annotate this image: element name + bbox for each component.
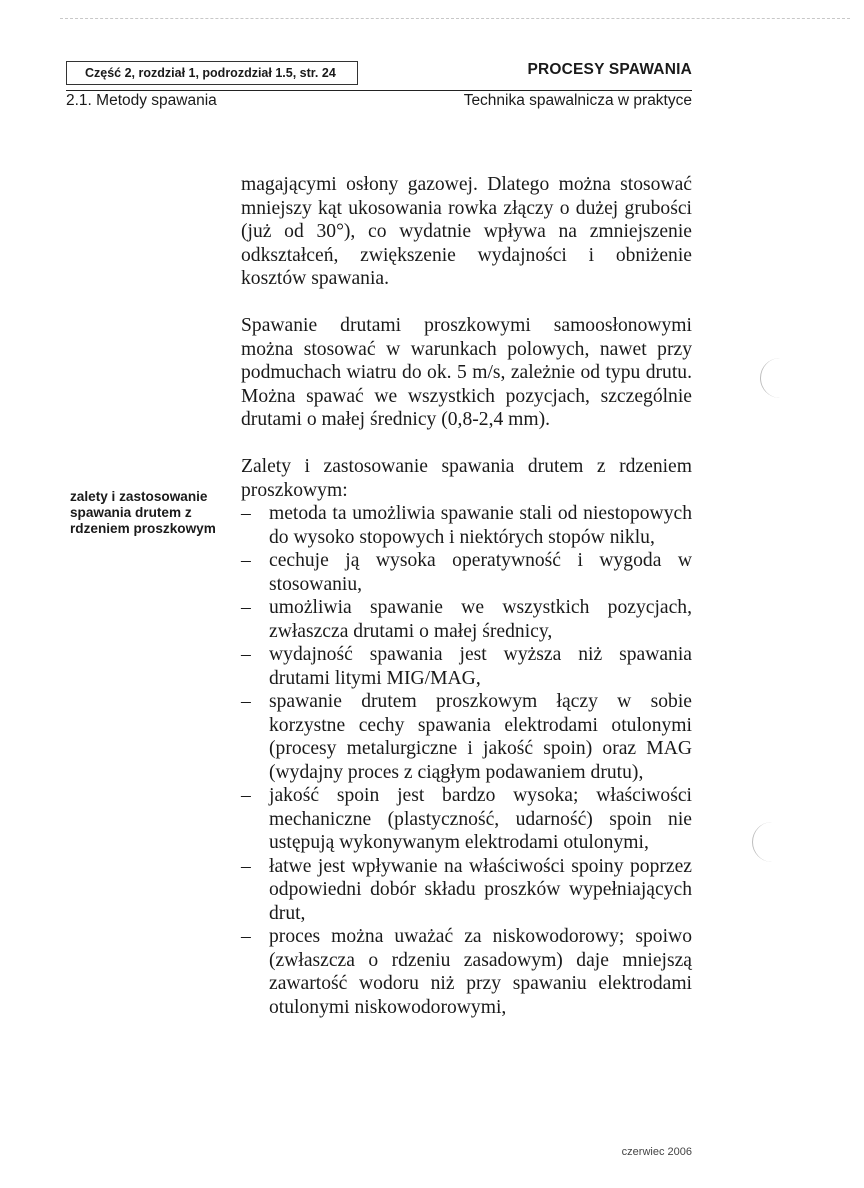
publication-title: Technika spawalnicza w praktyce bbox=[463, 92, 692, 109]
list-item bbox=[241, 502, 692, 549]
list-item bbox=[241, 596, 692, 643]
scan-edge-line bbox=[60, 18, 850, 19]
paragraph: Spawanie drutami proszkowymi samoosłonowymi można stosować w warunkach polowych, nawet przy podmuchach wiatru do ok. 5 m/s, zależnie od typu drutu. Można spawać we wszystkich pozycjach, szczególnie drutami o małej średnicy (0,8-2,4 mm). bbox=[241, 315, 692, 430]
list-item-text: cechuje ją wysoka operatywność i wygoda w stosowaniu, bbox=[269, 550, 692, 595]
dash-marker: – bbox=[241, 926, 251, 947]
body-text bbox=[241, 173, 692, 1019]
list-item bbox=[241, 549, 692, 596]
list-item-text: spawanie drutem proszkowym łączy w sobie korzystne cechy spawania elektrodami otulonymi (procesy metalurgiczne i jakość spoin) oraz MAG (wydajny proces z ciągłym podawaniem drutu), bbox=[269, 691, 692, 783]
dash-marker: – bbox=[241, 503, 251, 524]
list-item bbox=[241, 784, 692, 855]
chapter-reference-box: Część 2, rozdział 1, podrozdział 1.5, str. 24 bbox=[66, 61, 358, 85]
binder-hole-mark bbox=[760, 358, 783, 398]
list-item bbox=[241, 643, 692, 690]
dash-marker: – bbox=[241, 597, 251, 618]
list-item-text: jakość spoin jest bardzo wysoka; właściwości mechaniczne (plastyczność, udarność) spoin nie ustępują wykonywanym elektrodami otulonymi, bbox=[269, 785, 692, 853]
running-title: PROCESY SPAWANIA bbox=[527, 61, 692, 78]
list-item-text: łatwe jest wpływanie na właściwości spoiny poprzez odpowiedni dobór składu proszków wypełniających drut, bbox=[269, 855, 692, 924]
list-item bbox=[241, 925, 692, 1019]
dash-marker: – bbox=[241, 550, 251, 571]
binder-hole-mark bbox=[752, 822, 775, 862]
list-item bbox=[241, 690, 692, 784]
dash-marker: – bbox=[241, 785, 251, 806]
dash-marker: – bbox=[241, 855, 251, 877]
list-item bbox=[241, 855, 692, 926]
page-footer-date: czerwiec 2006 bbox=[621, 1146, 692, 1158]
list-item-text: wydajność spawania jest wyższa niż spawania drutami litymi MIG/MAG, bbox=[269, 644, 692, 689]
paragraph: Zalety i zastosowanie spawania drutem z rdzeniem proszkowym: bbox=[241, 456, 692, 501]
list-item-text: proces można uważać za niskowodorowy; spoiwo (zwłaszcza o rdzeniu zasadowym) daje mniejszą zawartość wodoru niż przy spawaniu elektrodami otulonymi niskowodorowymi, bbox=[269, 926, 692, 1018]
dash-marker: – bbox=[241, 644, 251, 665]
section-heading: 2.1. Metody spawania bbox=[66, 92, 217, 109]
paragraph: magającymi osłony gazowej. Dlatego można stosować mniejszy kąt ukosowania rowka złączy o dużej grubości (już od 30°), co wydatnie wpływa na zmniejszenie odkształceń, zwiększenie wydajności i obniżenie kosztów spawania. bbox=[241, 174, 692, 289]
list-item-text: metoda ta umożliwia spawanie stali od niestopowych do wysoko stopowych i niektórych stopów niklu, bbox=[269, 503, 692, 548]
margin-note: zalety i zastosowanie spawania drutem z rdzeniem proszkowym bbox=[70, 489, 216, 536]
list-item-text: umożliwia spawanie we wszystkich pozycjach, zwłaszcza drutami o małej średnicy, bbox=[269, 597, 692, 642]
dash-marker: – bbox=[241, 691, 251, 712]
advantages-list bbox=[241, 502, 692, 1019]
header-divider bbox=[66, 90, 692, 91]
